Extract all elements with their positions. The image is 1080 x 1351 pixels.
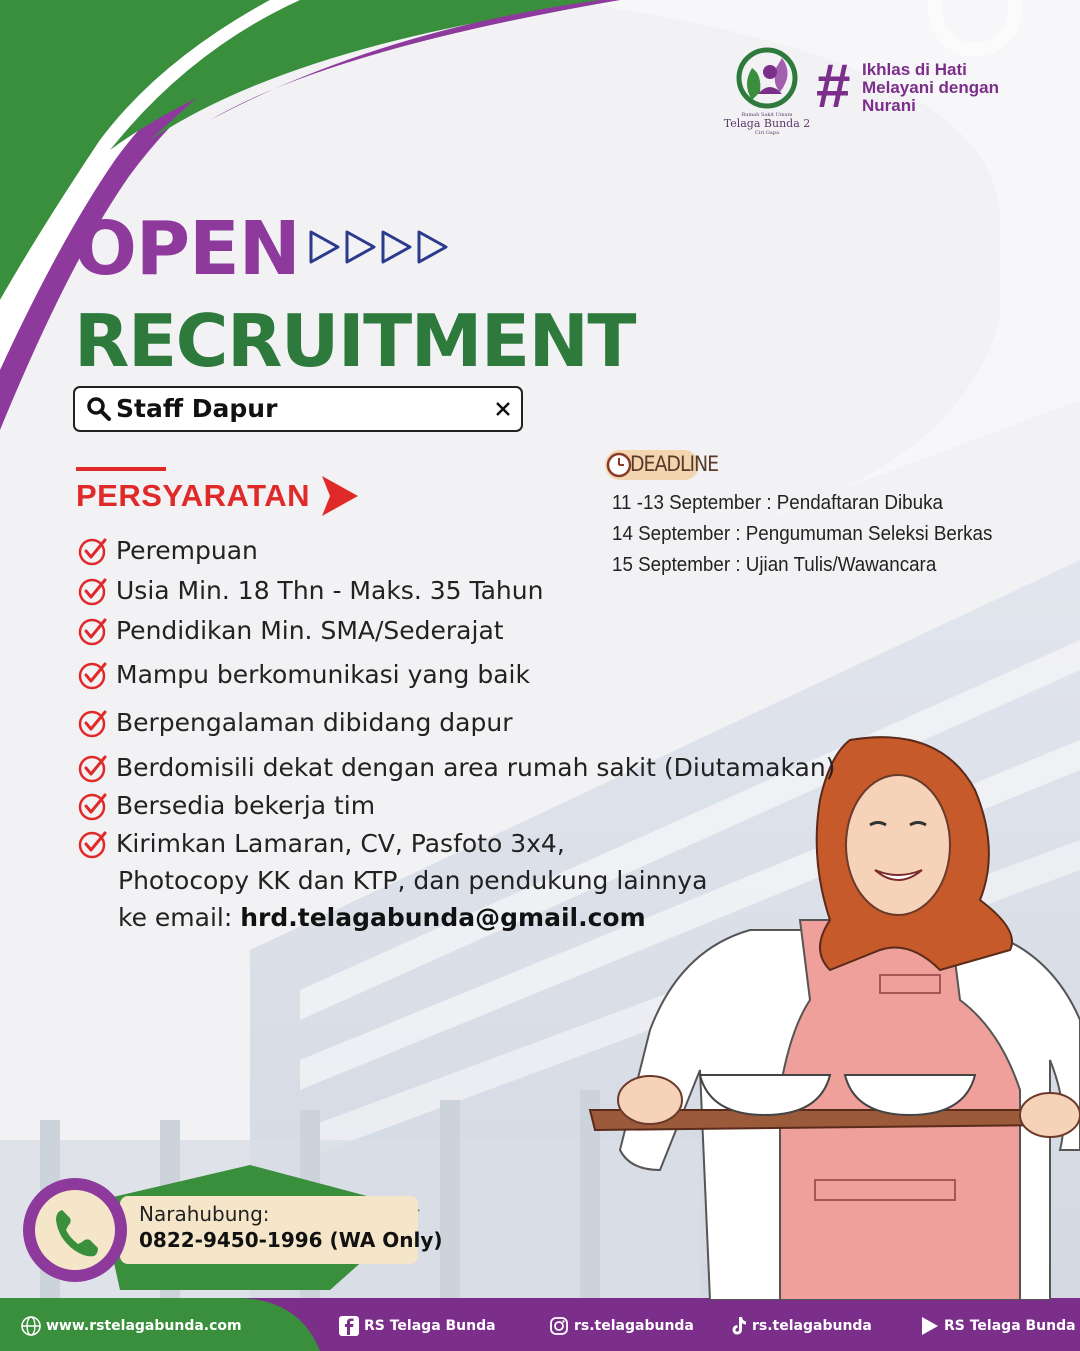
tagline-line-3: Nurani — [862, 96, 916, 115]
requirement-text: Perempuan — [116, 536, 258, 565]
phone-icon[interactable] — [20, 1176, 130, 1284]
instagram-icon — [548, 1315, 570, 1337]
instagram-text: rs.telagabunda — [574, 1318, 694, 1334]
contact-phone[interactable]: 0822-9450-1996 (WA Only) — [139, 1228, 443, 1252]
kitchen-staff-illustration — [580, 730, 1080, 1300]
hospital-logo — [732, 44, 802, 114]
close-icon[interactable] — [492, 398, 514, 420]
logo-name: Telaga Bunda 2 — [723, 117, 811, 130]
search-value[interactable]: Staff Dapur — [116, 394, 278, 423]
headline-open: OPEN — [74, 206, 300, 292]
requirement-text: Berdomisili dekat dengan area rumah sakit (Diutamakan) — [116, 753, 836, 782]
tiktok-text: rs.telagabunda — [752, 1318, 872, 1334]
requirements-title-underline — [76, 467, 166, 471]
email-prefix: ke email: — [118, 903, 241, 932]
footer-website[interactable] — [20, 1313, 242, 1339]
tagline-line-2: Melayani dengan — [862, 78, 999, 97]
email-link[interactable]: hrd.telagabunda@gmail.com — [240, 903, 646, 932]
contact-label: Narahubung: — [139, 1202, 270, 1226]
requirement-text: Pendidikan Min. SMA/Sederajat — [116, 616, 504, 645]
footer-facebook[interactable] — [338, 1313, 496, 1339]
headline-recruitment: RECRUITMENT — [74, 299, 635, 383]
tagline — [862, 61, 999, 115]
deadline-label: DEADLINE — [630, 452, 719, 476]
footer-tiktok[interactable] — [730, 1313, 872, 1339]
check-circle-icon — [78, 576, 108, 606]
check-circle-icon — [78, 708, 108, 738]
logo-small-text: Rumah Sakit Umum — [741, 112, 793, 118]
deadline-row: 11 -13 September : Pendaftaran Dibuka — [612, 492, 943, 514]
play-icon — [920, 1315, 940, 1337]
arrow-chevrons-icon — [308, 228, 450, 266]
check-circle-icon — [78, 616, 108, 646]
website-text: www.rstelagabunda.com — [46, 1318, 242, 1334]
requirement-text: Usia Min. 18 Thn - Maks. 35 Tahun — [116, 576, 544, 605]
footer-instagram[interactable] — [548, 1313, 694, 1339]
facebook-text: RS Telaga Bunda — [364, 1318, 496, 1334]
requirement-text: Berpengalaman dibidang dapur — [116, 708, 513, 737]
requirements-title: PERSYARATAN — [76, 478, 311, 513]
requirement-continuation: Photocopy KK dan KTP, dan pendukung lainnya — [118, 866, 708, 895]
tagline-line-1: Ikhlas di Hati — [862, 60, 967, 79]
logo-sub-text: Ciri Gapa — [754, 130, 780, 136]
check-circle-icon — [78, 791, 108, 821]
globe-icon — [20, 1315, 42, 1337]
requirement-text: Kirimkan Lamaran, CV, Pasfoto 3x4, — [116, 829, 565, 858]
requirement-text: Bersedia bekerja tim — [116, 791, 376, 820]
facebook-icon — [338, 1315, 360, 1337]
requirement-email-line — [118, 901, 646, 935]
tagline-hash: # — [816, 52, 851, 121]
youtube-text: RS Telaga Bunda — [944, 1318, 1076, 1334]
tiktok-icon — [730, 1315, 748, 1337]
deadline-row: 14 September : Pengumuman Seleksi Berkas — [612, 523, 993, 545]
check-circle-icon — [78, 660, 108, 690]
deadline-row: 15 September : Ujian Tulis/Wawancara — [612, 554, 937, 576]
check-circle-icon — [78, 829, 108, 859]
check-circle-icon — [78, 753, 108, 783]
hospital-logo-text — [712, 112, 822, 136]
check-circle-icon — [78, 536, 108, 566]
footer-youtube[interactable] — [920, 1313, 1076, 1339]
search-icon — [86, 396, 112, 422]
requirement-text: Mampu berkomunikasi yang baik — [116, 660, 530, 689]
play-arrow-icon — [318, 474, 360, 518]
